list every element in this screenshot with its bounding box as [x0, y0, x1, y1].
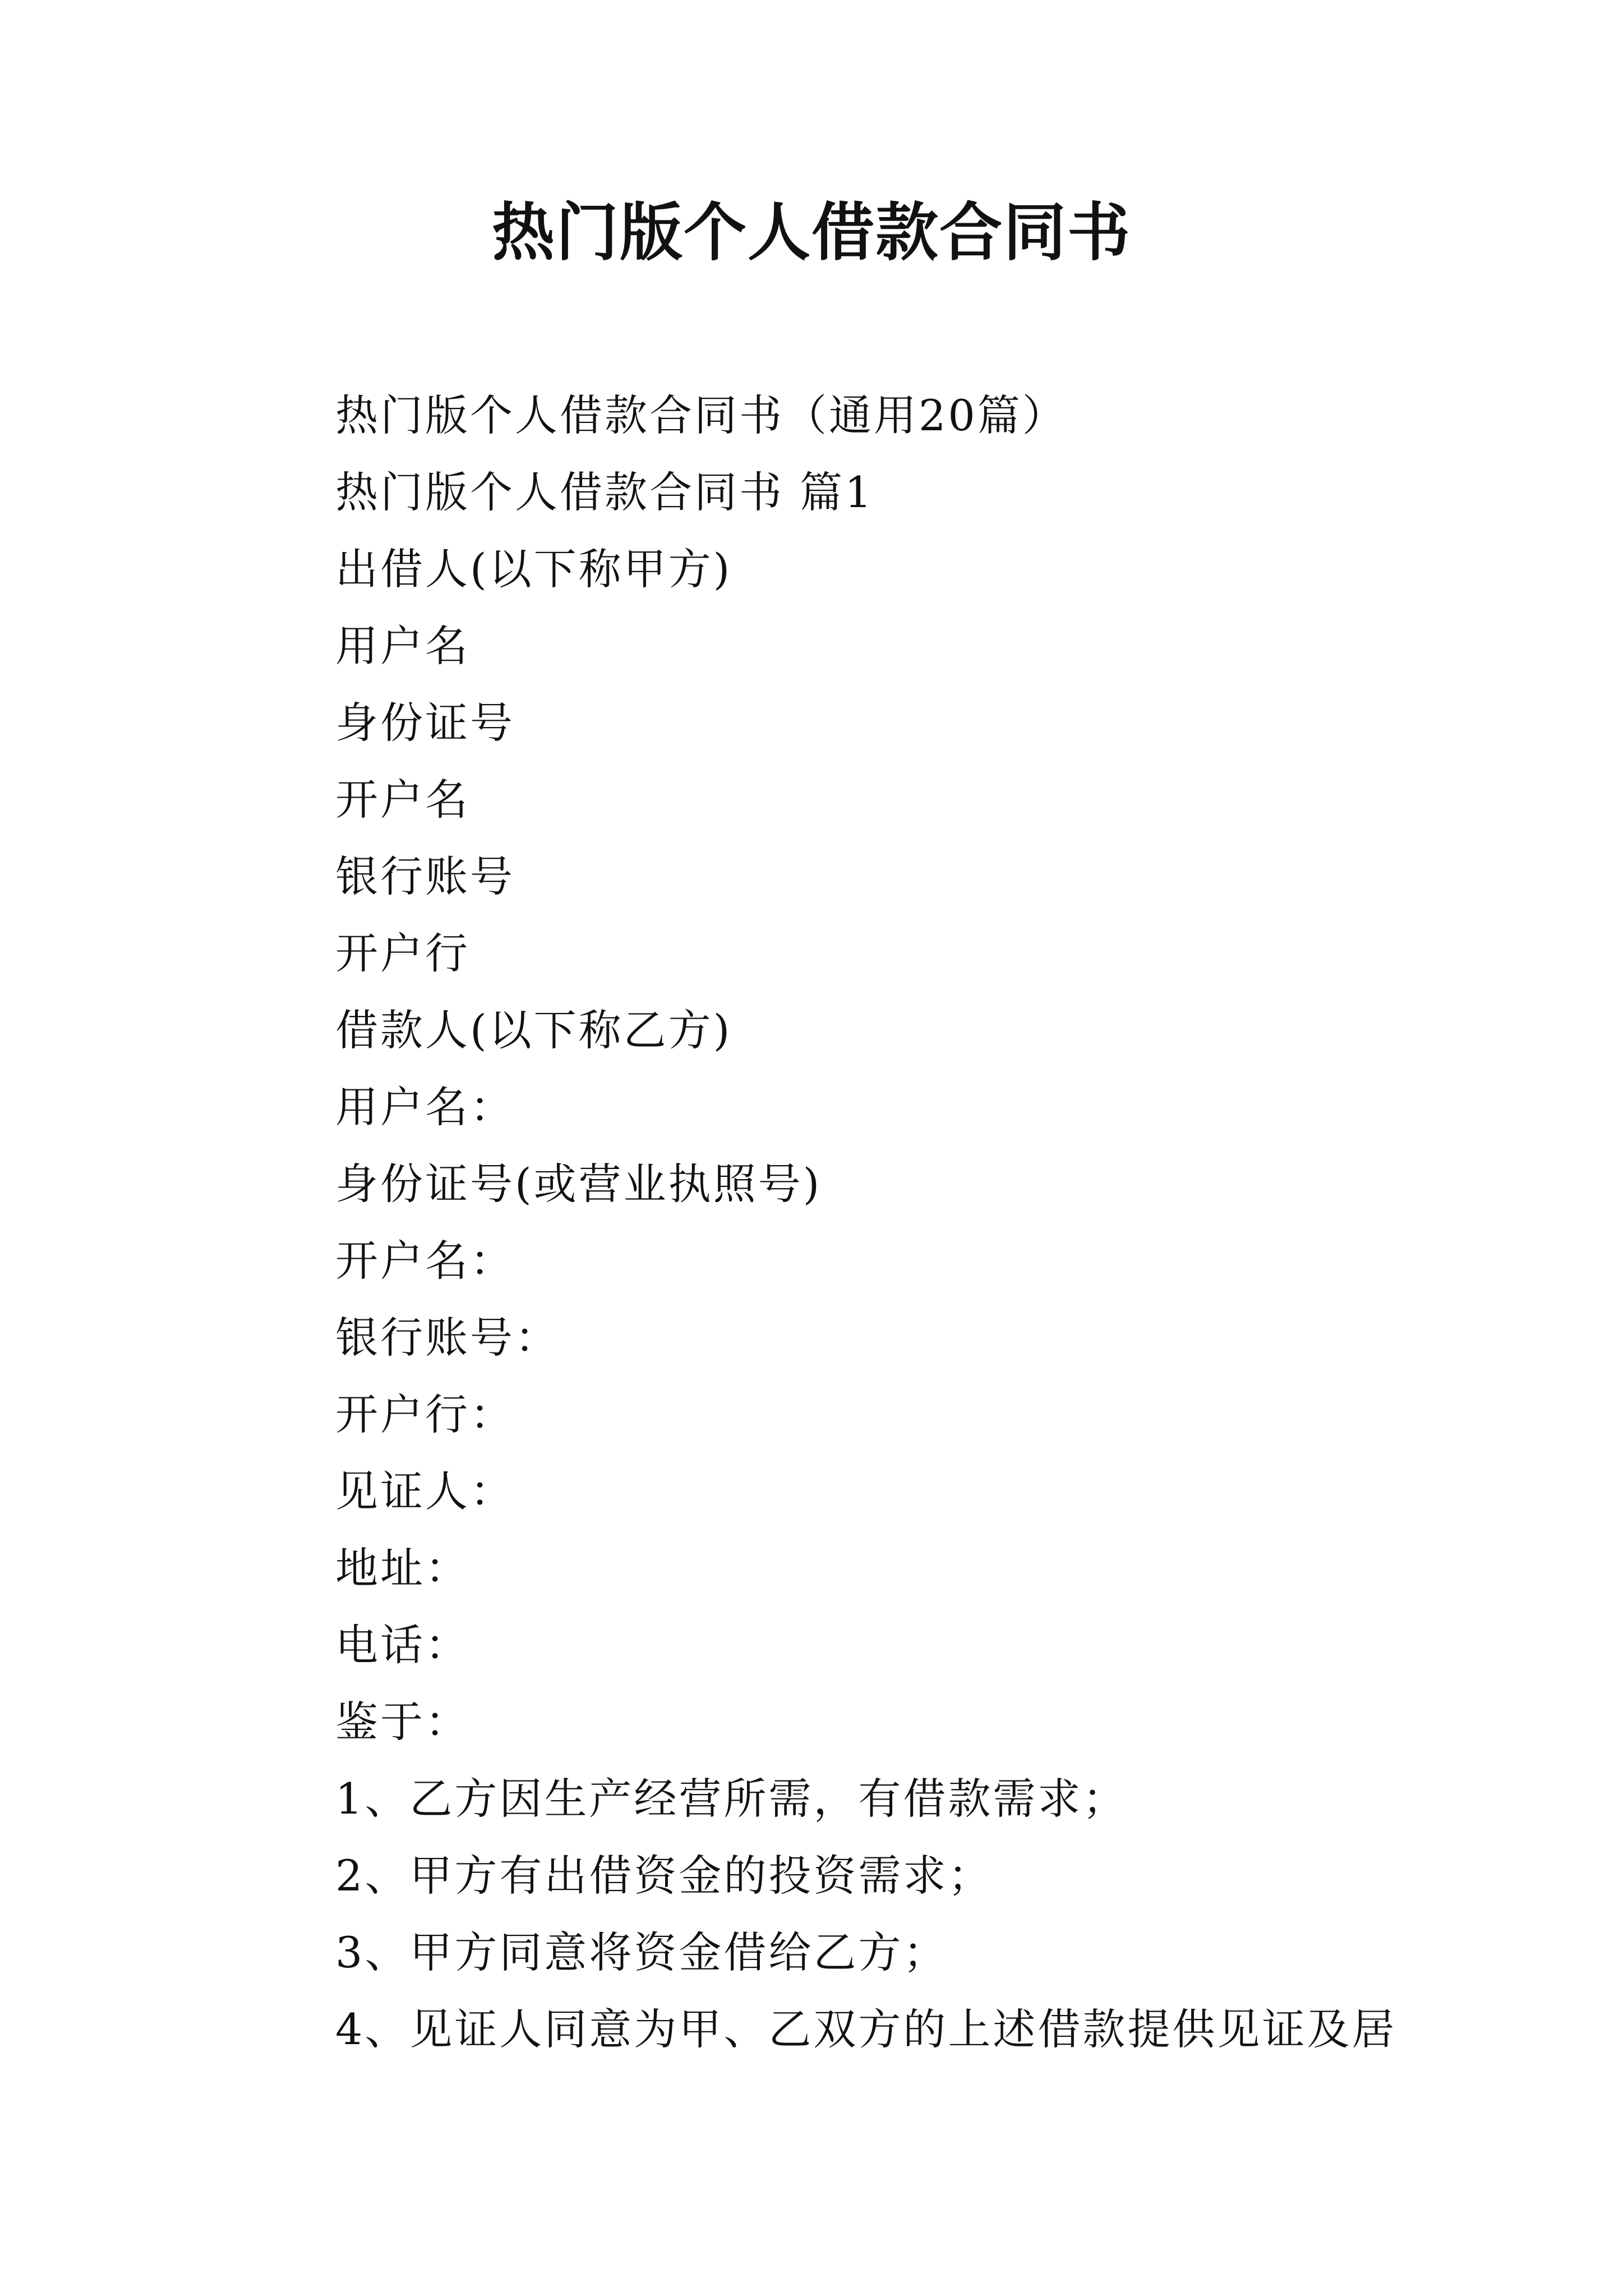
subtitle-line: 热门版个人借款合同书（通用20篇） [335, 390, 1067, 440]
witness-label: 见证人： [335, 1466, 515, 1516]
recital-item-4: 4、见证人同意为甲、乙双方的上述借款提供见证及居 [335, 2004, 1397, 2054]
lender-id-label: 身份证号 [335, 698, 515, 748]
borrower-id-label: 身份证号(或营业执照号) [335, 1159, 822, 1209]
document-title: 热门版个人借款合同书 [492, 196, 1131, 269]
lender-heading: 出借人(以下称甲方) [335, 544, 732, 594]
address-label: 地址： [335, 1543, 470, 1593]
lender-bank-account-label: 银行账号 [335, 852, 515, 901]
borrower-heading: 借款人(以下称乙方) [335, 1005, 732, 1055]
recital-item-2: 2、甲方有出借资金的投资需求； [335, 1851, 993, 1901]
recital-item-3: 3、甲方同意将资金借给乙方； [335, 1927, 948, 1977]
borrower-account-name-label: 开户名： [335, 1236, 515, 1286]
lender-bank-label: 开户行 [335, 928, 470, 978]
section-heading: 热门版个人借款合同书 篇1 [335, 467, 874, 517]
borrower-bank-account-label: 银行账号： [335, 1313, 560, 1363]
lender-account-name-label: 开户名 [335, 775, 470, 825]
whereas-label: 鉴于： [335, 1697, 470, 1747]
recital-item-1: 1、乙方因生产经营所需，有借款需求； [335, 1774, 1128, 1824]
lender-username-label: 用户名 [335, 621, 470, 671]
borrower-bank-label: 开户行： [335, 1389, 515, 1439]
borrower-username-label: 用户名： [335, 1082, 515, 1132]
document-body [335, 377, 1457, 2068]
phone-label: 电话： [335, 1620, 470, 1670]
